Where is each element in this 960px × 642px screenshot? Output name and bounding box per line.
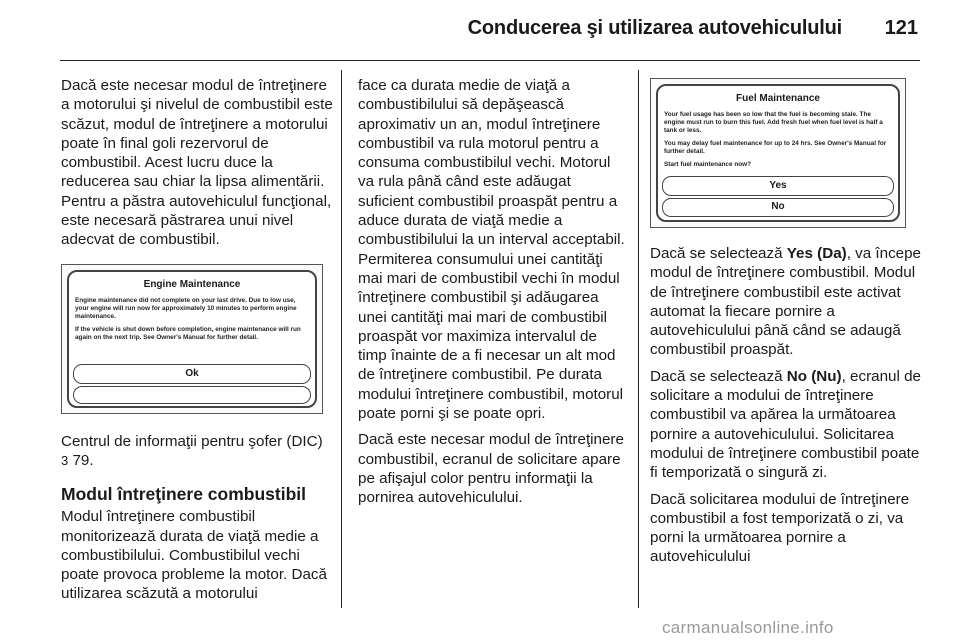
chapter-title: Conducerea şi utilizarea autovehiculului bbox=[467, 17, 842, 39]
page-ref-icon: 3 bbox=[61, 452, 69, 468]
header-rule bbox=[60, 60, 920, 61]
fuel-maintenance-figure bbox=[650, 78, 906, 228]
paragraph: Dacă este necesar modul de întreţinere a motorului şi nivelul de combustibil este scăzut, modul de întreţinere a motorului poate în final goli rezervorul de combustibil. Acest lucru duce la reducerea sau chiar la lipsa alimentării. Pentru a păstra autovehiculul funcţional, este necesară păstrarea unui nivel adecvat de combustibil. bbox=[61, 77, 333, 249]
ok-button[interactable]: Ok bbox=[73, 364, 311, 384]
paragraph: Dacă se selectează Yes (Da), va începe modul de întreţinere combustibil. Modul de întreţinere combustibil este activat automat la fiecare pornire a autovehiculului până când se adaugă combustibil proaspăt. bbox=[650, 245, 922, 359]
option-yes: Yes (Da) bbox=[786, 245, 847, 262]
watermark: carmanualsonline.info bbox=[662, 618, 834, 637]
page-number: 121 bbox=[884, 17, 918, 39]
screen-message bbox=[75, 297, 309, 342]
screen-text-2: You may delay fuel maintenance for up to 24 hrs. See Owner's Manual for further detail. bbox=[664, 140, 887, 156]
screen-title: Engine Maintenance bbox=[143, 278, 241, 290]
column-1 bbox=[61, 76, 333, 611]
paragraph: Dacă se selectează No (Nu), ecranul de solicitare a modului de întreţinere combustibil va apărea la următoarea pornire a autovehiculului. Solicitarea modului de întreţinere combustibil poate fi temporizată o singură zi. bbox=[650, 367, 921, 482]
paragraph: face ca durata medie de viaţă a combustibilului să depăşească aproximativ un an, modul întreţinere combustibil va rula motorul pentru a consuma combustibilul vechi. Motorul va rula până când este adăugat suficient combustibil proaspăt pentru a aduce durata de viaţă medie a combustibilului la un interval acceptabil. Permiterea consumului unei cantităţi mai mari de combustibil vechi în modul întreţinere combustibil şi adăugarea unei cantităţi mai mari de combustibil proaspăt vor maximiza intervalul de timp înainte de a fi necesar un alt mod de întreţinere combustibil. Pe durata modului întreţinere combustibil, motorul poate porni şi se poate opri. bbox=[358, 77, 625, 423]
screen-text-2: If the vehicle is shut down before completion, engine maintenance will run again on the next trip. See Owner's Manual for further detail. bbox=[75, 325, 301, 341]
screen-title: Fuel Maintenance bbox=[736, 93, 820, 104]
page-header bbox=[0, 0, 960, 58]
blank-button bbox=[73, 386, 311, 404]
dic-reference: Centrul de informaţii pentru şofer (DIC) 3 79. bbox=[61, 432, 323, 469]
paragraph: Dacă solicitarea modului de întreţinere combustibil a fost temporizată o zi, va porni la următoarea pornire a autovehiculului bbox=[650, 490, 910, 566]
screen-text-3: Start fuel maintenance now? bbox=[664, 161, 751, 169]
option-no: No (Nu) bbox=[786, 367, 842, 385]
yes-button[interactable]: Yes bbox=[662, 176, 894, 196]
column-divider bbox=[638, 70, 639, 608]
fuel-maintenance-screen bbox=[656, 84, 900, 222]
column-divider bbox=[341, 70, 342, 608]
engine-maintenance-figure bbox=[61, 264, 323, 414]
engine-maintenance-screen bbox=[67, 270, 317, 408]
paragraph: Modul întreţinere combustibil monitorizează durata de viaţă medie a combustibilului. Combustibilul vechi poate provoca probleme la motor. Dacă utilizarea scăzută a motorului bbox=[61, 508, 327, 603]
screen-text-1: Your fuel usage has been so low that the fuel is becoming stale. The engine must run to burn this fuel. Add fresh fuel when fuel level is half a tank or less. bbox=[664, 111, 883, 135]
column-2 bbox=[358, 76, 628, 515]
screen-message bbox=[664, 111, 892, 169]
screen-text-1: Engine maintenance did not complete on your last drive. Due to low use, your engine will run now for approximately 10 minutes to perform engine maintenance. bbox=[75, 296, 297, 320]
paragraph: Dacă este necesar modul de întreţinere combustibil, ecranul de solicitare apare pe afişajul color pentru informaţii la pornirea autovehiculului. bbox=[358, 431, 624, 507]
section-heading: Modul întreţinere combustibil bbox=[61, 484, 307, 505]
no-button[interactable]: No bbox=[662, 198, 894, 217]
column-3 bbox=[650, 76, 925, 574]
